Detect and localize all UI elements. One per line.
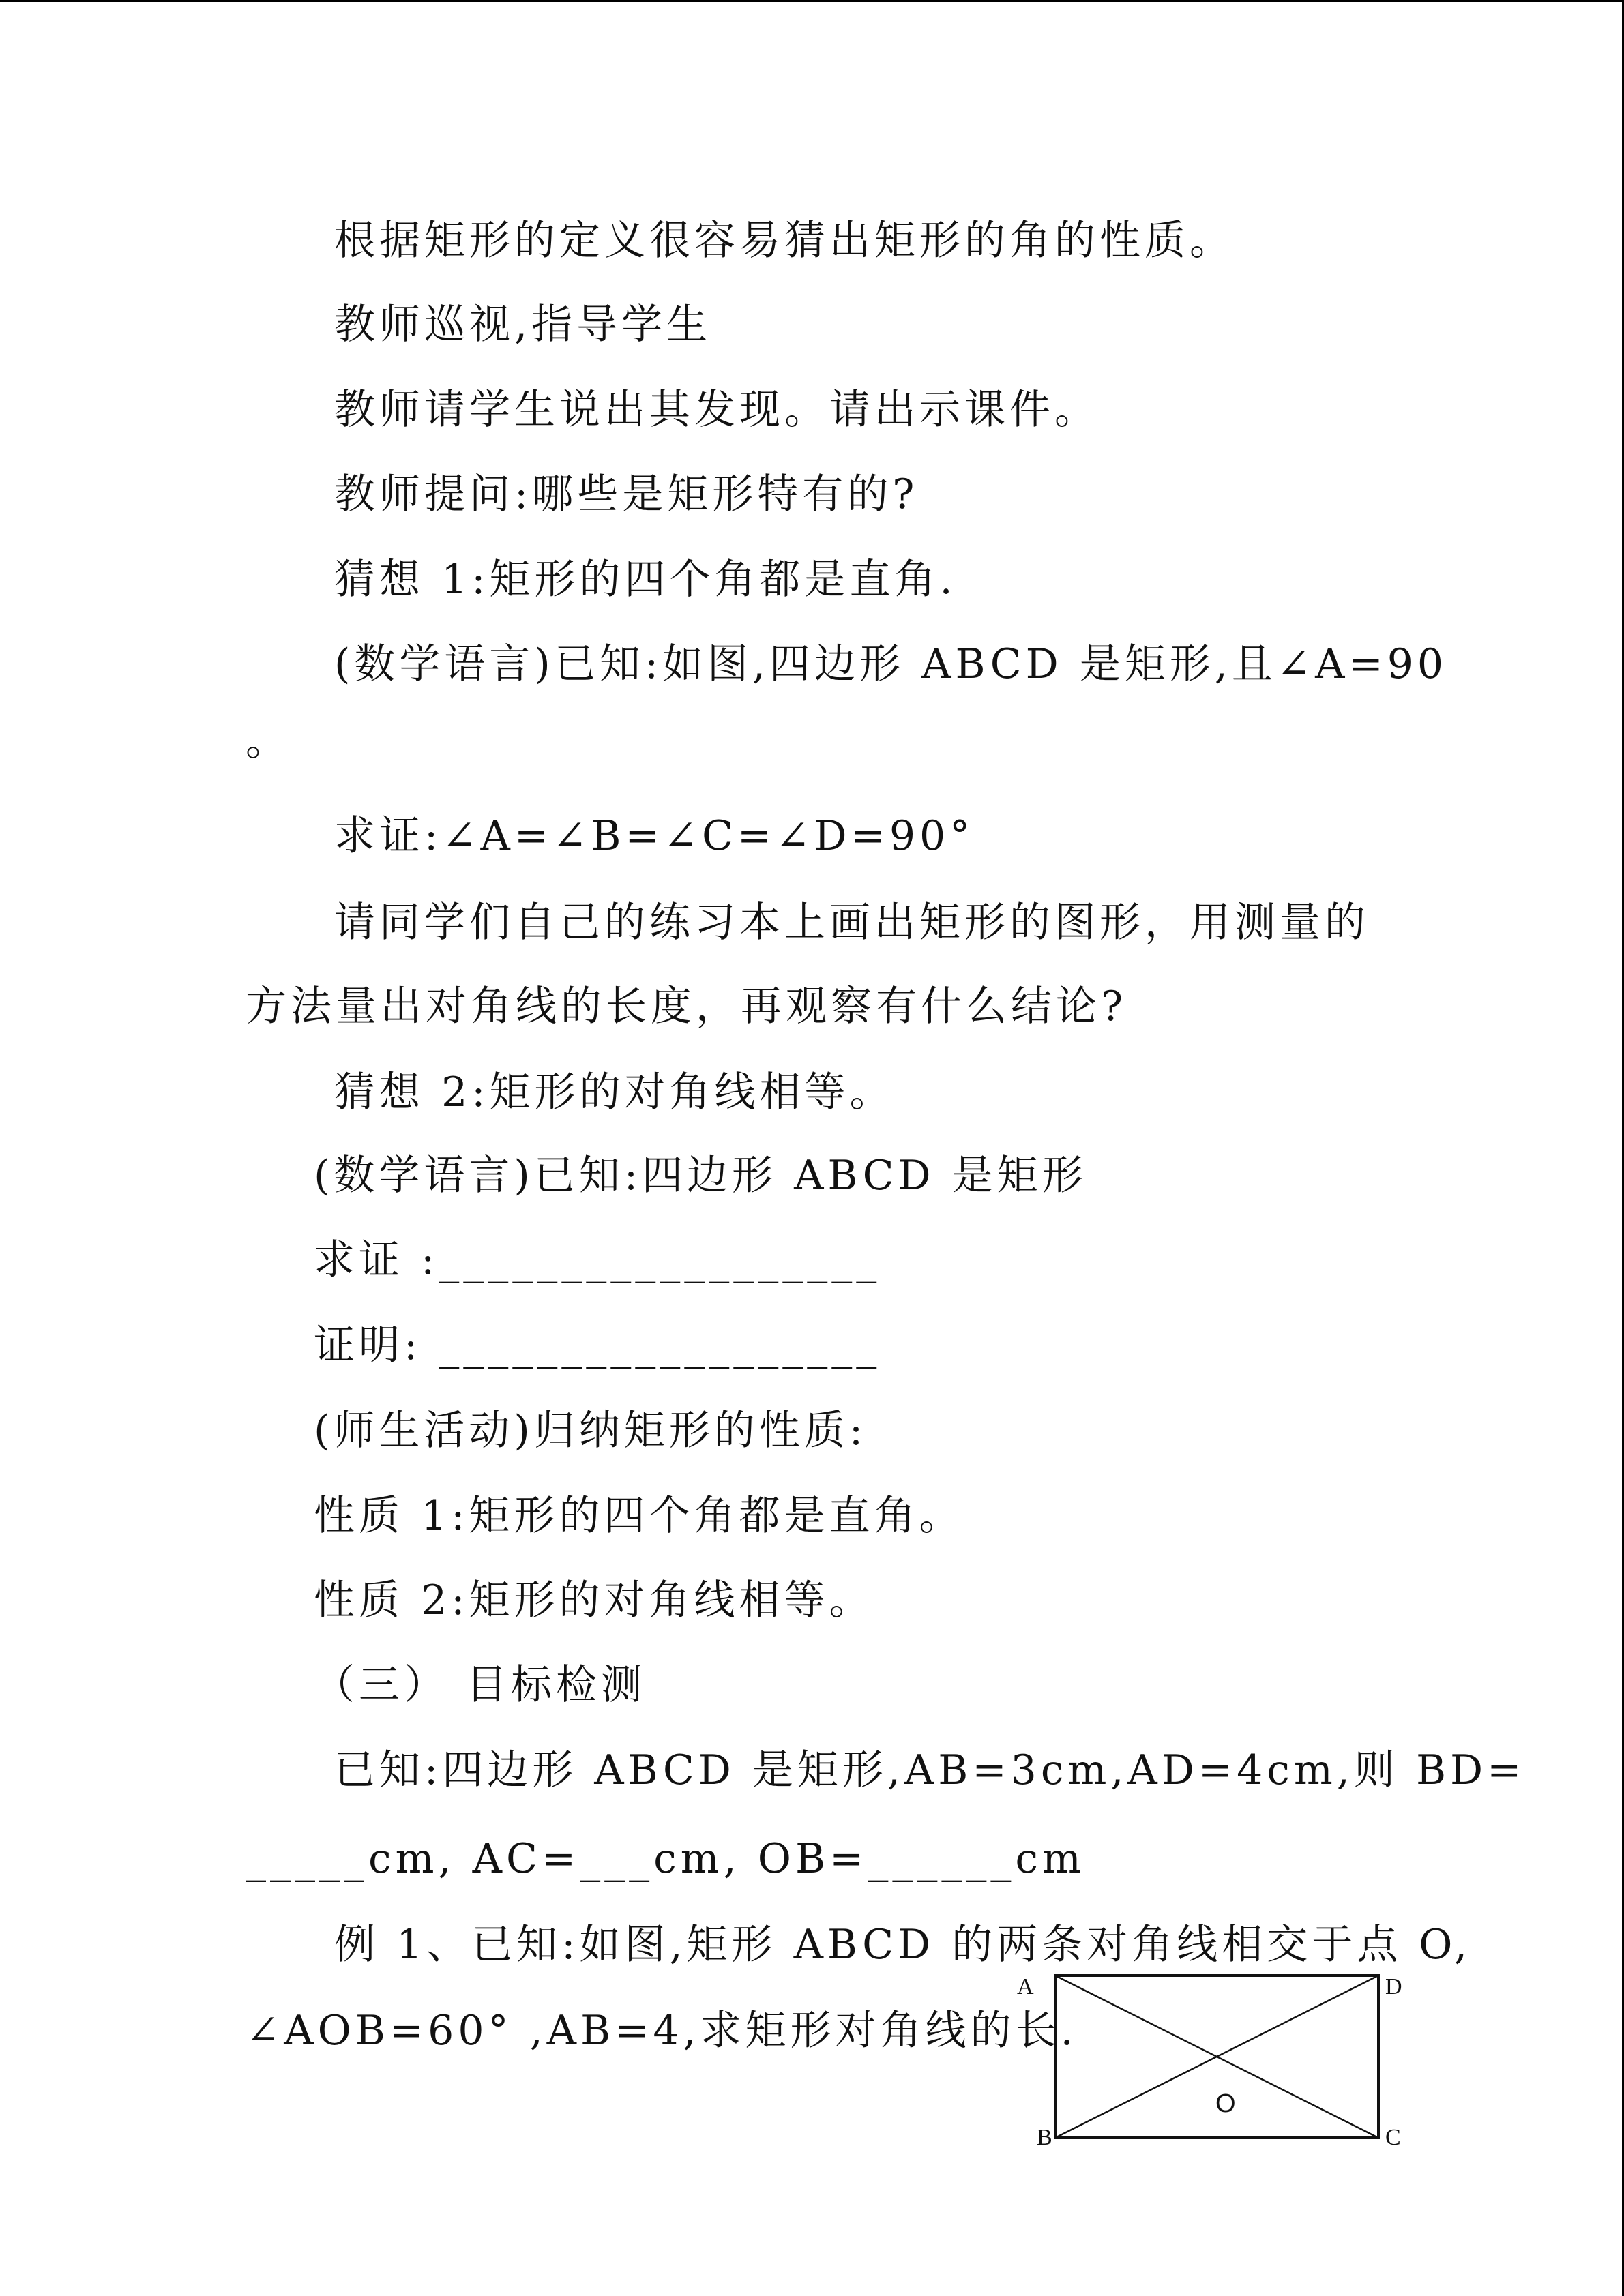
paragraph-teacher-patrol: 教师巡视,指导学生	[334, 301, 712, 348]
paragraph-degree-wrap: 。	[246, 717, 291, 765]
vertex-label-c: C	[1385, 2125, 1401, 2150]
paragraph-prove-1: 求证:∠A=∠B=∠C=∠D=90°	[334, 812, 975, 860]
rectangle-figure	[1050, 1967, 1391, 2151]
paragraph-example-1-cont: ∠AOB=60° ,AB=4,求矩形对角线的长.	[246, 2007, 1078, 2055]
paragraph-property-2: 性质 2:矩形的对角线相等。	[314, 1577, 874, 1624]
page-border-top	[0, 0, 1624, 2]
paragraph-teacher-ask-findings: 教师请学生说出其发现。请出示课件。	[334, 386, 1099, 434]
paragraph-rect-angle-guess: 根据矩形的定义很容易猜出矩形的角的性质。	[334, 217, 1235, 265]
paragraph-math-language-1: (数学语言)已知:如图,四边形 ABCD 是矩形,且∠A=90	[334, 640, 1448, 688]
paragraph-exercise-blanks: _____cm, AC=___cm, OB=______cm	[246, 1835, 1085, 1883]
vertex-label-d: D	[1385, 1974, 1402, 1999]
section-heading-target-test: （三） 目标检测	[314, 1661, 647, 1709]
paragraph-teacher-question: 教师提问:哪些是矩形特有的?	[334, 471, 919, 518]
paragraph-example-1: 例 1、已知:如图,矩形 ABCD 的两条对角线相交于点 O,	[334, 1921, 1472, 1969]
paragraph-prove-2-blank: 求证 :__________________	[314, 1236, 881, 1284]
paragraph-math-language-2: (数学语言)已知:四边形 ABCD 是矩形	[314, 1152, 1087, 1199]
paragraph-property-1: 性质 1:矩形的四个角都是直角。	[314, 1492, 964, 1540]
paragraph-conjecture-1: 猜想 1:矩形的四个角都是直角.	[334, 556, 957, 603]
paragraph-conjecture-2: 猜想 2:矩形的对角线相等。	[334, 1069, 895, 1116]
paragraph-draw-rect: 请同学们自己的练习本上画出矩形的图形，用测量的	[334, 899, 1370, 946]
vertex-label-b: B	[1037, 2125, 1052, 2150]
paragraph-proof-blank: 证明: __________________	[314, 1322, 881, 1369]
paragraph-exercise: 已知:四边形 ABCD 是矩形,AB=3cm,AD=4cm,则 BD=	[334, 1746, 1526, 1794]
center-label-o: O	[1215, 2089, 1236, 2118]
vertex-label-a: A	[1017, 1974, 1034, 1999]
paragraph-measure-diagonals: 方法量出对角线的长度，再观察有什么结论?	[246, 983, 1127, 1030]
paragraph-summary-heading: (师生活动)归纳矩形的性质:	[314, 1407, 868, 1455]
